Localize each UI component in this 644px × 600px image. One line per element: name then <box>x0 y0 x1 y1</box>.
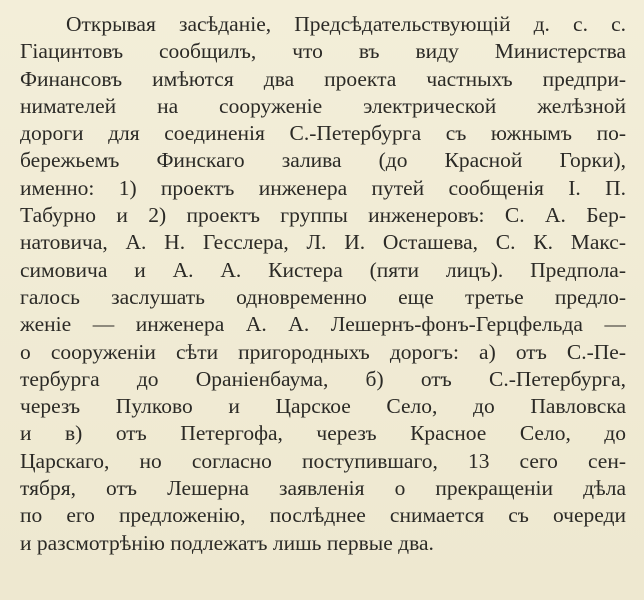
text-line: Финансовъ имѣются два проекта частныхъ предпри- <box>20 66 626 91</box>
text-line: и в) отъ Петергофа, черезъ Красное Село, до <box>20 421 626 446</box>
text-line: и разсмотрѣнію подлежатъ лишь первые два. <box>20 530 434 555</box>
text-line: по его предложенію, послѣднее снимается съ очереди <box>20 503 626 528</box>
text-line: женіе — инженера А. А. Лешернъ-фонъ-Герцфельда — <box>20 312 626 337</box>
text-line: галось заслушать одновременно еще третье предло- <box>20 284 626 309</box>
text-line: именно: 1) проектъ инженера путей сообщенія І. П. <box>20 175 626 200</box>
text-line: бережьемъ Финскаго залива (до Красной Горки), <box>20 148 626 173</box>
text-line: Табурно и 2) проектъ группы инженеровъ: С. А. Бер- <box>20 203 626 228</box>
text-line: Гіацинтовъ сообщилъ, что въ виду Министерства <box>20 39 626 64</box>
paragraph <box>20 11 626 557</box>
text-line: натовича, А. Н. Гесслера, Л. И. Осташева, С. К. Макс- <box>20 230 626 255</box>
text-line: о сооруженіи сѣти пригородныхъ дорогъ: а) отъ С.-Пе- <box>20 339 626 364</box>
text-line: тербурга до Ораніенбаума, б) отъ С.-Петербурга, <box>20 366 626 391</box>
text-line: черезъ Пулково и Царское Село, до Павловска <box>20 394 626 419</box>
text-line: дороги для соединенія С.-Петербурга съ южнымъ по- <box>20 121 626 146</box>
text-line: нимателей на сооруженіе электрической желѣзной <box>20 93 626 118</box>
text-line: симовича и А. А. Кистера (пяти лицъ). Предпола- <box>20 257 626 282</box>
text-line: тября, отъ Лешерна заявленія о прекращеніи дѣла <box>20 476 626 501</box>
text-line: Открывая засѣданіе, Предсѣдательствующій д. с. с. <box>66 12 626 36</box>
text-line: Царскаго, но согласно поступившаго, 13 сего сен- <box>20 448 626 473</box>
